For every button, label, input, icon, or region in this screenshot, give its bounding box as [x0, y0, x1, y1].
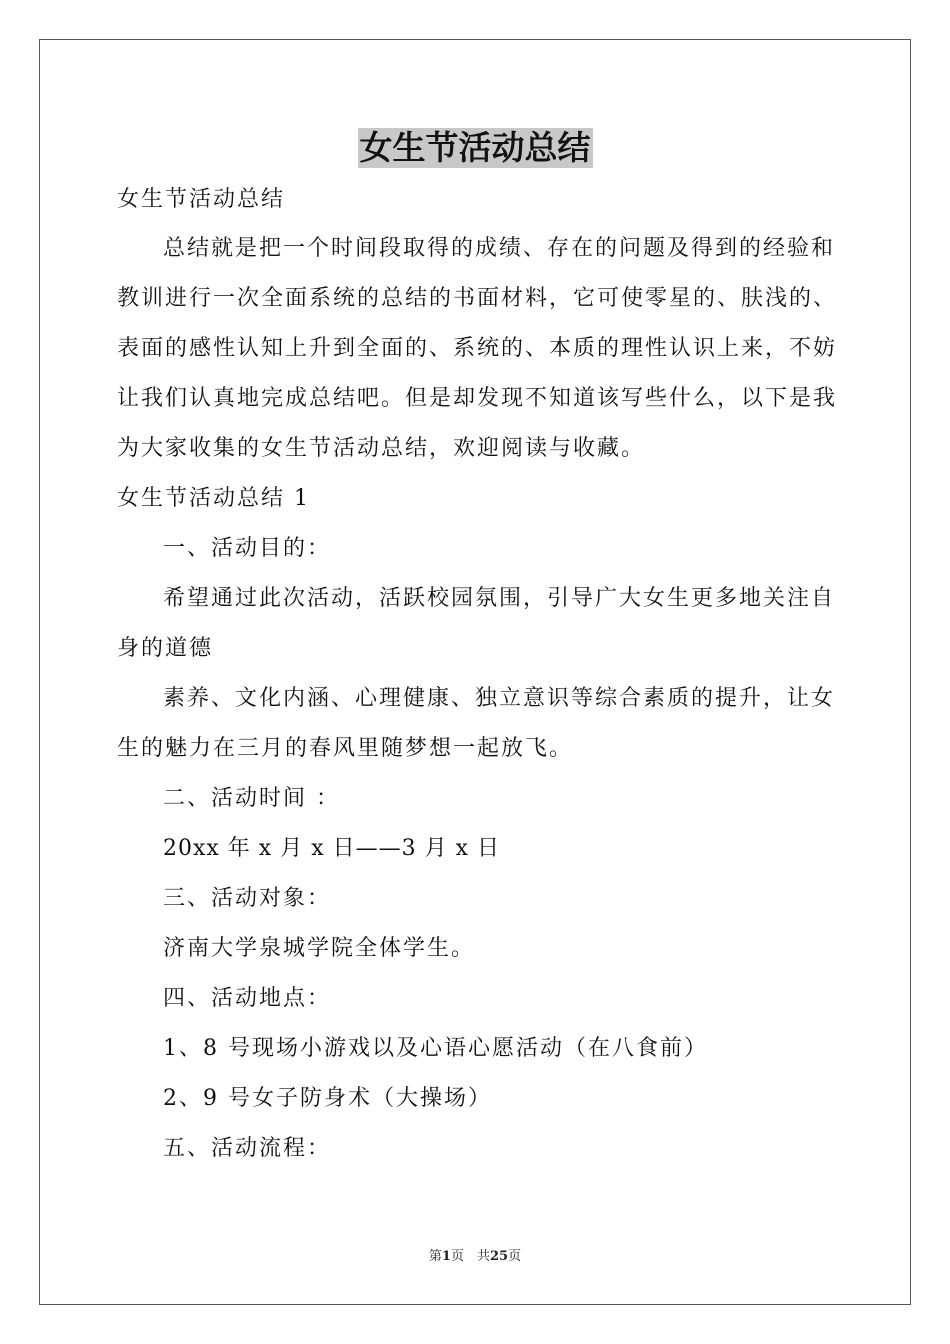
footer-current-page: 1: [441, 1249, 451, 1264]
paragraph-line: 希望通过此次活动，活跃校园氛围，引导广大女生更多地关注自: [163, 586, 836, 611]
footer-suffix: 页: [508, 1249, 522, 1264]
page-border: [39, 39, 911, 1305]
footer-prefix: 第: [428, 1249, 442, 1264]
paragraph-line: 总结就是把一个时间段取得的成绩、存在的问题及得到的经验和: [163, 236, 836, 261]
paragraph-line: 素养、文化内涵、心理健康、独立意识等综合素质的提升，让女: [163, 686, 836, 711]
list-heading: 四、活动地点：: [163, 986, 332, 1011]
subtitle: 女生节活动总结: [117, 187, 286, 212]
paragraph-line: 教训进行一次全面系统的总结的书面材料，它可使零星的、肤浅的、: [117, 286, 838, 311]
title-wrap: [0, 128, 950, 168]
list-heading: 二、活动时间 ：: [163, 786, 340, 811]
paragraph-line: 济南大学泉城学院全体学生。: [163, 936, 476, 961]
footer-total-pages: 25: [489, 1249, 509, 1264]
paragraph-line: 表面的感性认知上升到全面的、系统的、本质的理性认识上来，不妨: [117, 336, 838, 361]
paragraph-line: 生的魅力在三月的春风里随梦想一起放飞。: [117, 736, 574, 761]
list-item: 1、8 号现场小游戏以及心语心愿活动（在八食前）: [163, 1036, 708, 1061]
list-heading: 一、活动目的：: [163, 536, 332, 561]
paragraph-line: 为大家收集的女生节活动总结，欢迎阅读与收藏。: [117, 436, 646, 461]
page-footer: [0, 1249, 950, 1265]
footer-mid: 页 共: [450, 1249, 490, 1264]
list-item: 2、9 号女子防身术（大操场）: [163, 1086, 492, 1111]
paragraph-line: 20xx 年 x 月 x 日——3 月 x 日: [163, 836, 500, 861]
list-heading: 三、活动对象：: [163, 886, 332, 911]
document-title: 女生节活动总结: [359, 128, 591, 167]
paragraph-line: 身的道德: [117, 636, 214, 661]
paragraph-line: 让我们认真地完成总结吧。但是却发现不知道该写些什么，以下是我: [117, 386, 838, 411]
list-heading: 五、活动流程：: [163, 1136, 332, 1161]
section-heading: 女生节活动总结 1: [117, 486, 310, 511]
